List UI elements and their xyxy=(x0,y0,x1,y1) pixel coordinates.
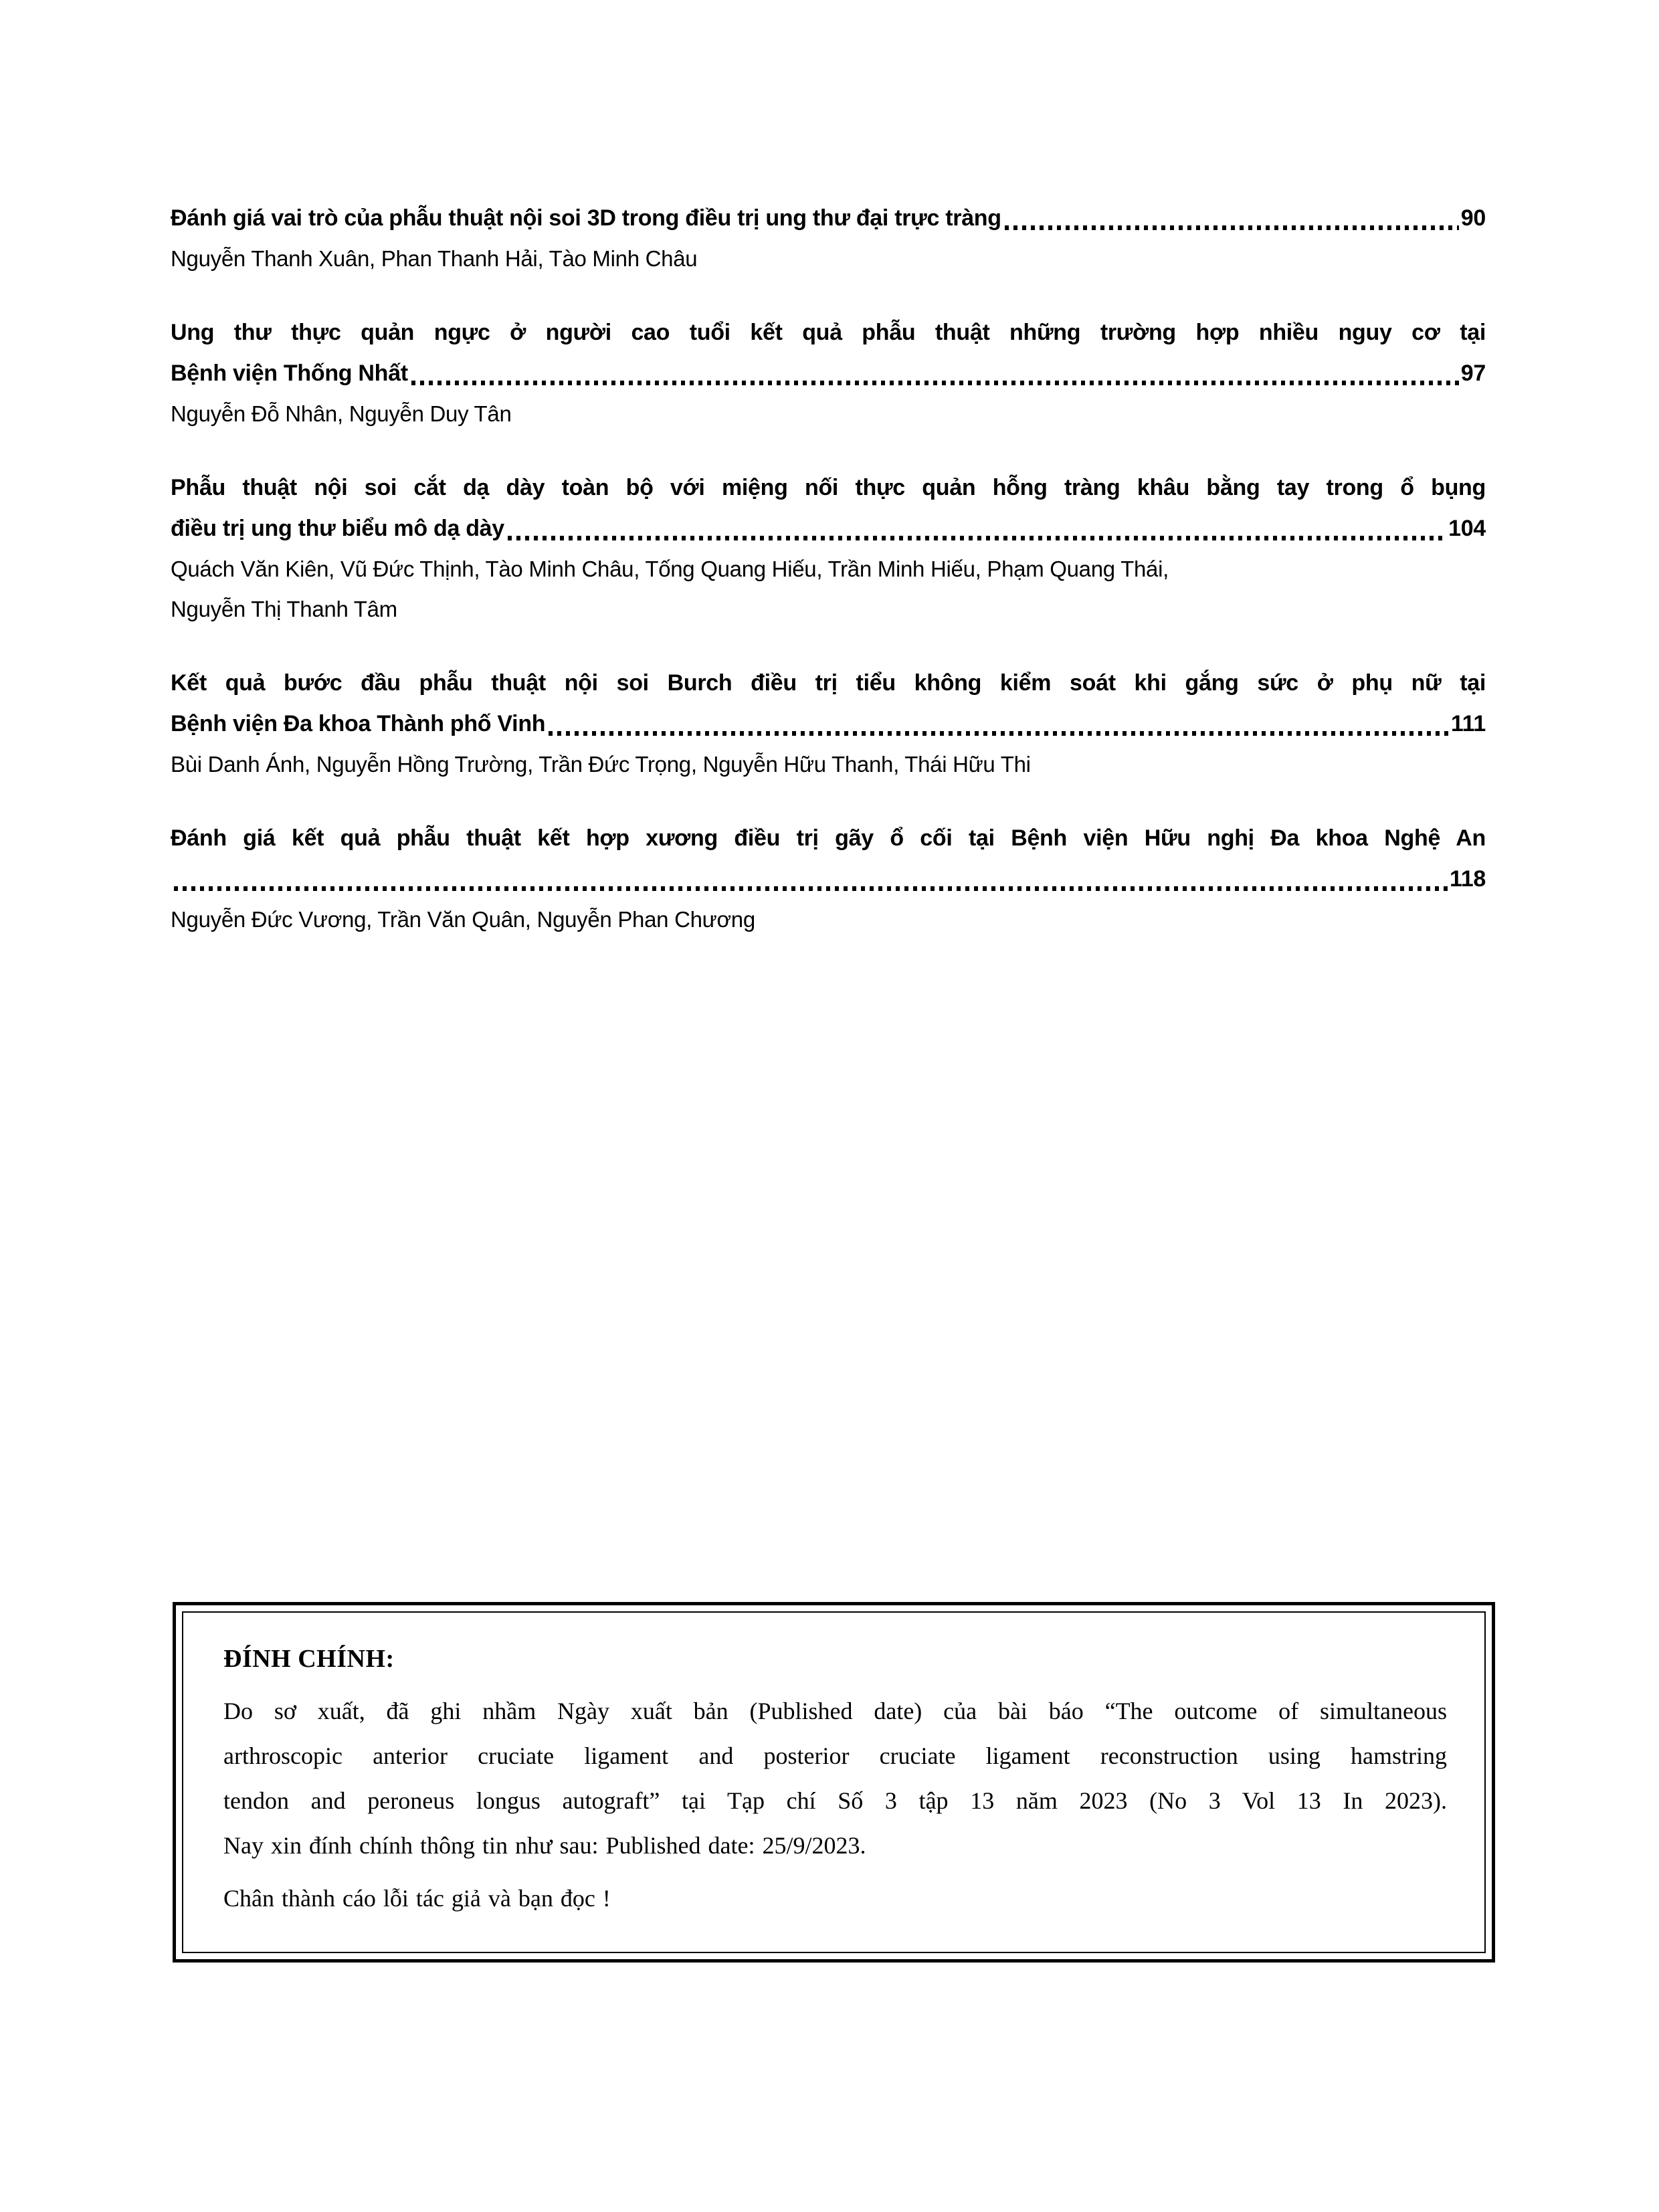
toc-page-number: 104 xyxy=(1448,516,1486,541)
correction-box xyxy=(173,1602,1495,1963)
toc-entry xyxy=(171,468,1486,629)
toc-entry xyxy=(171,818,1486,940)
dot-leader xyxy=(1005,225,1459,230)
toc-page-number: 118 xyxy=(1450,866,1486,892)
toc-title-line: Ung thư thực quản ngực ở người cao tuổi kết quả phẫu thuật những trường hợp nhiều nguy cơ tại xyxy=(171,320,1486,345)
correction-box-inner xyxy=(182,1611,1486,1953)
toc-authors: Bùi Danh Ánh, Nguyễn Hồng Trường, Trần Đức Trọng, Nguyễn Hữu Thanh, Thái Hữu Thi xyxy=(171,752,1031,777)
toc-title-line: Đánh giá kết quả phẫu thuật kết hợp xương điều trị gãy ổ cối tại Bệnh viện Hữu nghị Đa khoa Nghệ An xyxy=(171,825,1486,851)
toc-title-line xyxy=(171,508,1486,549)
toc-authors: Nguyễn Đỗ Nhân, Nguyễn Duy Tân xyxy=(171,401,512,426)
table-of-contents xyxy=(171,198,1486,973)
toc-title-text: Đánh giá vai trò của phẫu thuật nội soi 3D trong điều trị ung thư đại trực tràng xyxy=(171,205,1001,231)
toc-authors: Nguyễn Đức Vương, Trần Văn Quân, Nguyễn Phan Chương xyxy=(171,907,755,932)
toc-title-line xyxy=(171,704,1486,744)
toc-title-line: Kết quả bước đầu phẫu thuật nội soi Burch điều trị tiểu không kiểm soát khi gắng sức ở phụ nữ tại xyxy=(171,670,1486,696)
correction-heading: ĐÍNH CHÍNH: xyxy=(223,1645,395,1673)
correction-body-line: Do sơ xuất, đã ghi nhầm Ngày xuất bản (Published date) của bài báo “The outcome of simultaneous xyxy=(223,1698,1447,1724)
toc-page-number: 111 xyxy=(1450,711,1486,736)
toc-authors: Nguyễn Thị Thanh Tâm xyxy=(171,597,397,621)
toc-page-number: 90 xyxy=(1460,205,1486,231)
toc-authors: Nguyễn Thanh Xuân, Phan Thanh Hải, Tào Minh Châu xyxy=(171,246,698,271)
toc-title-text: điều trị ung thư biểu mô dạ dày xyxy=(171,516,504,541)
toc-entry xyxy=(171,198,1486,279)
toc-title-line: Phẫu thuật nội soi cắt dạ dày toàn bộ với miệng nối thực quản hỗng tràng khâu bằng tay trong ổ bụng xyxy=(171,475,1486,500)
toc-title-text: Bệnh viện Thống Nhất xyxy=(171,361,408,386)
toc-title-line xyxy=(171,353,1486,394)
correction-body xyxy=(223,1689,1447,1868)
toc-entry xyxy=(171,663,1486,785)
correction-body-line: tendon and peroneus longus autograft” tại Tạp chí Số 3 tập 13 năm 2023 (No 3 Vol 13 In 2023). xyxy=(223,1787,1447,1814)
toc-title-line xyxy=(171,198,1486,239)
dot-leader xyxy=(174,886,1448,891)
dot-leader xyxy=(549,731,1449,736)
correction-body-line: arthroscopic anterior cruciate ligament and posterior cruciate ligament reconstruction using hamstring xyxy=(223,1742,1447,1769)
toc-page-number: 97 xyxy=(1460,361,1486,386)
toc-title-text: Bệnh viện Đa khoa Thành phố Vinh xyxy=(171,711,546,736)
correction-closing: Chân thành cáo lỗi tác giả và bạn đọc ! xyxy=(223,1885,611,1912)
correction-body-line: Nay xin đính chính thông tin như sau: Published date: 25/9/2023. xyxy=(223,1832,866,1859)
toc-entry xyxy=(171,312,1486,434)
dot-leader xyxy=(411,381,1459,385)
toc-title-line xyxy=(171,859,1486,900)
toc-authors: Quách Văn Kiên, Vũ Đức Thịnh, Tào Minh Châu, Tống Quang Hiếu, Trần Minh Hiếu, Phạm Quang Thái, xyxy=(171,557,1169,581)
dot-leader xyxy=(508,536,1446,540)
